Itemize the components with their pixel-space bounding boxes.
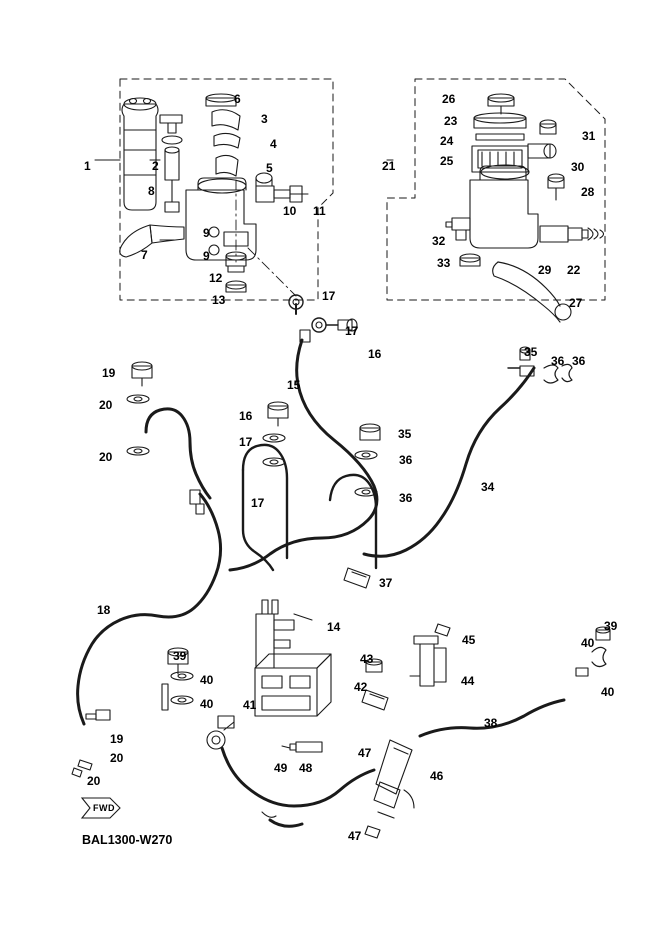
callout-number-39: 39 <box>173 649 187 663</box>
callout-number-17: 17 <box>239 435 253 449</box>
callout-number-29: 29 <box>538 263 552 277</box>
callout-number-23: 23 <box>444 114 458 128</box>
callout-number-40: 40 <box>601 685 615 699</box>
callout-number-33: 33 <box>437 256 451 270</box>
callout-number-42: 42 <box>354 680 368 694</box>
callout-number-19: 19 <box>110 732 124 746</box>
callout-number-32: 32 <box>432 234 446 248</box>
callout-number-16: 16 <box>239 409 253 423</box>
callout-number-48: 48 <box>299 761 313 775</box>
callout-number-47: 47 <box>348 829 362 843</box>
fwd-label: FWD <box>93 803 115 813</box>
callout-number-25: 25 <box>440 154 454 168</box>
callout-number-24: 24 <box>440 134 454 148</box>
callout-number-45: 45 <box>462 633 476 647</box>
callout-number-36: 36 <box>399 453 413 467</box>
callout-number-20: 20 <box>110 751 124 765</box>
callout-number-26: 26 <box>442 92 456 106</box>
callout-number-27: 27 <box>569 296 583 310</box>
callout-number-1: 1 <box>84 159 91 173</box>
callout-number-14: 14 <box>327 620 341 634</box>
callout-number-35: 35 <box>524 345 538 359</box>
rear-master-cylinder-body <box>470 180 538 248</box>
callout-number-20: 20 <box>87 774 101 788</box>
callout-number-44: 44 <box>461 674 475 688</box>
master-cylinder-body <box>186 190 256 263</box>
callout-number-17: 17 <box>345 324 359 338</box>
callout-number-18: 18 <box>97 603 111 617</box>
callout-number-10: 10 <box>283 204 297 218</box>
callout-number-43: 43 <box>360 652 374 666</box>
pipe-17 <box>243 445 287 558</box>
callout-number-40: 40 <box>200 697 214 711</box>
callout-number-12: 12 <box>209 271 223 285</box>
callout-number-2: 2 <box>152 159 159 173</box>
callout-number-15: 15 <box>287 378 301 392</box>
part-code-label: BAL1300-W270 <box>82 833 173 847</box>
callout-number-17: 17 <box>322 289 336 303</box>
callout-number-35: 35 <box>398 427 412 441</box>
callout-number-3: 3 <box>261 112 268 126</box>
callout-number-36: 36 <box>551 354 565 368</box>
hose-18b <box>78 620 120 724</box>
callout-number-19: 19 <box>102 366 116 380</box>
callout-number-21: 21 <box>382 159 396 173</box>
callout-number-46: 46 <box>430 769 444 783</box>
callout-number-13: 13 <box>212 293 226 307</box>
callout-number-5: 5 <box>266 161 273 175</box>
callout-number-28: 28 <box>581 185 595 199</box>
callout-number-40: 40 <box>200 673 214 687</box>
callout-number-17: 17 <box>251 496 265 510</box>
callout-number-39: 39 <box>604 619 618 633</box>
callout-number-36: 36 <box>572 354 586 368</box>
callout-number-20: 20 <box>99 450 113 464</box>
callout-number-7: 7 <box>141 248 148 262</box>
callout-number-36: 36 <box>399 491 413 505</box>
callout-number-20: 20 <box>99 398 113 412</box>
callout-number-8: 8 <box>148 184 155 198</box>
callout-number-34: 34 <box>481 480 495 494</box>
hose-lower-left <box>222 748 374 806</box>
callout-number-47: 47 <box>358 746 372 760</box>
hose-18 <box>120 494 221 620</box>
abs-unit-body <box>255 668 317 716</box>
callout-number-9: 9 <box>203 249 210 263</box>
callout-number-16: 16 <box>368 347 382 361</box>
callout-number-4: 4 <box>270 137 277 151</box>
callout-number-9: 9 <box>203 226 210 240</box>
callout-number-41: 41 <box>243 698 257 712</box>
callout-number-31: 31 <box>582 129 596 143</box>
hose-lower-left-b <box>270 820 302 826</box>
hose-34 <box>364 368 534 556</box>
callout-number-38: 38 <box>484 716 498 730</box>
callout-number-49: 49 <box>274 761 288 775</box>
callout-number-6: 6 <box>234 92 241 106</box>
callout-number-37: 37 <box>379 576 393 590</box>
callout-number-40: 40 <box>581 636 595 650</box>
callout-number-11: 11 <box>313 204 326 218</box>
callout-number-30: 30 <box>571 160 585 174</box>
hose-pipe-left-upper <box>146 409 210 498</box>
callout-number-22: 22 <box>567 263 581 277</box>
